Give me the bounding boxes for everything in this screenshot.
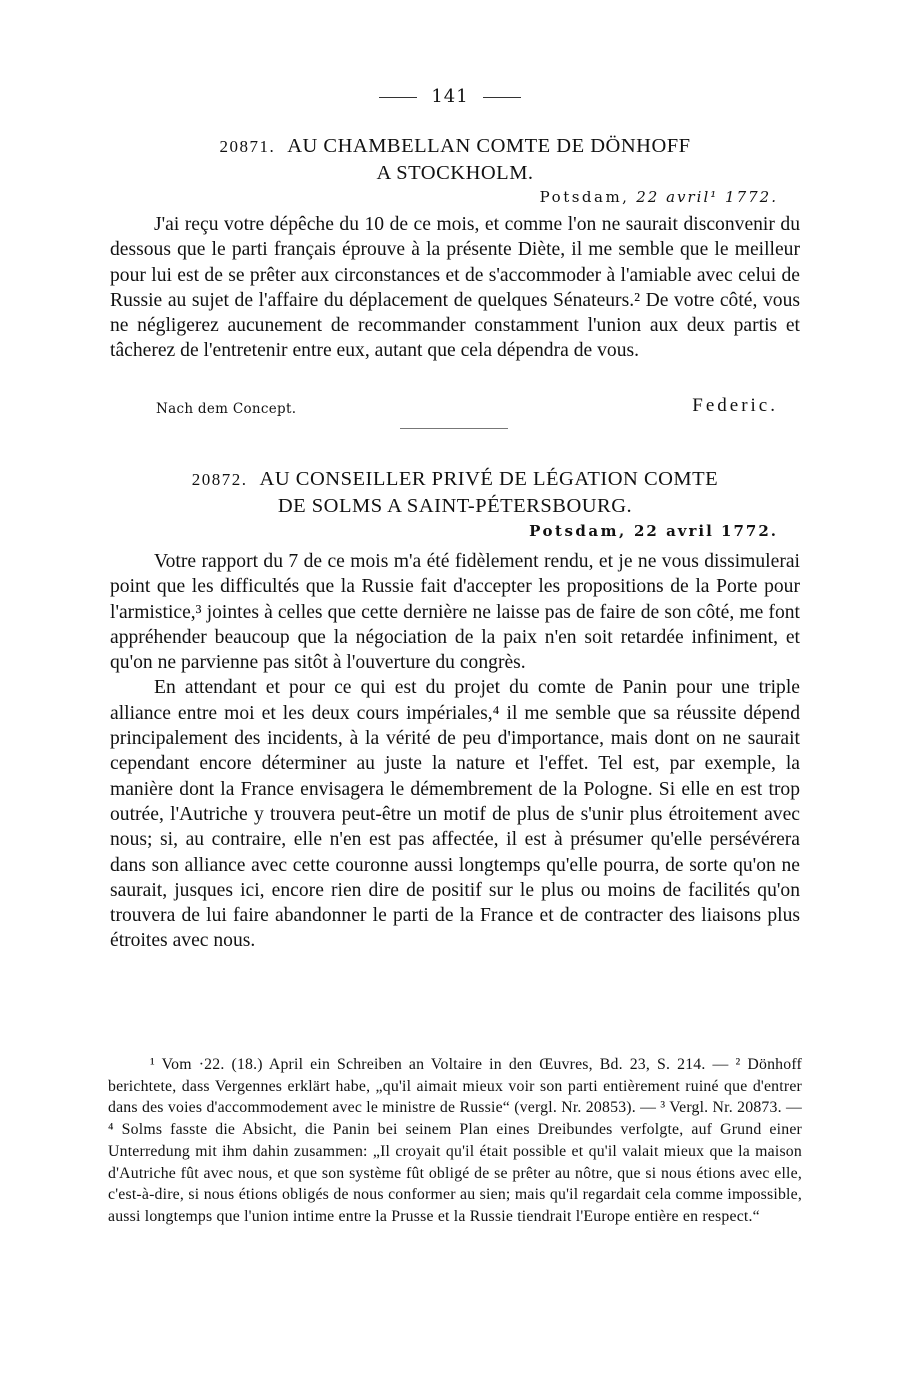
letter2-title-line1: AU CONSEILLER PRIVÉ DE LÉGATION COMTE bbox=[259, 468, 719, 490]
letter2-heading bbox=[110, 466, 800, 519]
letter2-date: 22 avril 1772. bbox=[633, 522, 778, 540]
page-header bbox=[0, 86, 900, 107]
letter1-paragraph: J'ai reçu votre dépêche du 10 de ce mois, et comme l'on ne saurait disconvenir du dessous que le parti français éprouve à la présente Diète, il me semble que le meilleur pour lui est de se prêter aux circonstances et de s'accommoder à l'amiable avec celui de Russie au sujet de l'affaire du déplacement de quelques Sénateurs.² De votre côté, vous ne négligerez aucunement de recommander constamment l'union aux deux partis et tâcherez de l'entretenir entre eux, autant que cela dépendra de vous. bbox=[110, 214, 800, 362]
letter1-title-line1: AU CHAMBELLAN COMTE DE DÖNHOFF bbox=[287, 135, 691, 157]
header-rule-right bbox=[483, 97, 521, 98]
header-rule-left bbox=[379, 97, 417, 98]
letter1-heading bbox=[110, 133, 800, 186]
letter2-dateline bbox=[529, 522, 778, 540]
letter2-paragraph-1: Votre rapport du 7 de ce mois m'a été fidèlement rendu, et je ne vous dissimulerai point que les difficultés que la Russie fait d'accepter les propositions de la Porte pour l'armistice,³ jointes à celles que cette dernière ne laisse pas de faire de son côté, me font appréhender beaucoup que la négociation de la paix n'en soit retardée infiniment, et qu'on ne parvienne pas sitôt à l'ouverture du congrès. bbox=[110, 551, 800, 674]
letter2-place: Potsdam, bbox=[529, 522, 627, 540]
footnotes-text: ¹ Vom ·22. (18.) April ein Schreiben an Voltaire in den Œuvres, Bd. 23, S. 214. — ² Dönhoff berichtete, dass Vergennes erklärt habe, „qu'il aimait mieux voir son parti entièrement ruiné que d'entrer dans des voies d'accommodement avec le ministre de Russie“ (vergl. Nr. 20853). — ³ Vergl. Nr. 20873. — ⁴ Solms fasste die Absicht, die Panin bei seinem Plan eines Dreibundes verfolgte, auf Grund einer Unterredung mit ihm dahin zusammen: „Il croyait qu'il était possible et qu'il valait mieux que la maison d'Autriche fût avec nous, et que son système fût obligé de se prêter au nôtre, que si nous étions avec elle, c'est-à-dire, si nous étions obligés de nous conformer au sien; mais qu'il regardait cela comme impossible, aussi longtemps que l'union intime entre la Prusse et la Russie tiendrait l'Europe entière en respect.“ bbox=[108, 1056, 802, 1225]
letter1-signature: Federic. bbox=[692, 395, 778, 416]
letter1-body bbox=[110, 212, 800, 364]
letter2-number: 20872. bbox=[191, 470, 248, 489]
letter2-body bbox=[110, 549, 800, 954]
letter1-date: 22 avril¹ 1772. bbox=[636, 188, 778, 206]
letter1-source-note: Nach dem Concept. bbox=[156, 401, 297, 417]
letter1-place: Potsdam, bbox=[539, 188, 630, 206]
page-number: 141 bbox=[431, 86, 469, 107]
footnotes bbox=[108, 1054, 802, 1228]
letter1-dateline bbox=[540, 188, 778, 206]
letter2-title-line2: DE SOLMS A SAINT-PÉTERSBOURG. bbox=[277, 495, 633, 517]
letter2-paragraph-2: En attendant et pour ce qui est du projet du comte de Panin pour une triple alliance entre moi et les deux cours impériales,⁴ il me semble que sa réussite dépend principalement des incidents, à la vérité de peu d'importance, mais dont on ne saurait cependant encore déterminer au juste la nature et l'effet. Tel est, par exemple, la manière dont la France envisagera le démembrement de la Pologne. Si elle en est trop outrée, l'Autriche y trouvera peut-être un motif de plus de s'unir plus étroitement avec nous; si, au contraire, elle n'en est pas affectée, il est à présumer qu'elle persévérera dans son alliance avec cette couronne aussi longtemps qu'elle pourra, de sorte qu'on ne saurait, jusques ici, encore rien dire de positif sur le plus ou moins de facilités qu'on trouvera de lui faire abandonner le parti de la France et de contracter des liaisons plus étroites avec nous. bbox=[110, 677, 800, 952]
letter1-number: 20871. bbox=[219, 137, 276, 156]
letter1-title-line2: A STOCKHOLM. bbox=[376, 162, 534, 184]
section-separator bbox=[400, 428, 508, 429]
